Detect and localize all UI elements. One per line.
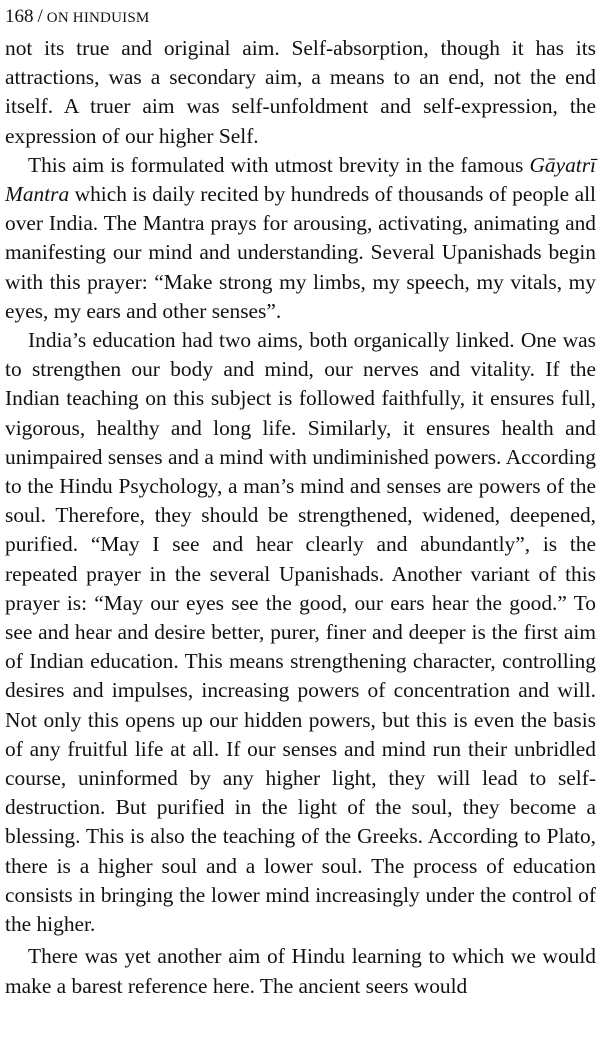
body-text (5, 34, 596, 1001)
paragraph-continuation: not its true and original aim. Self-absorption, though it has its attractions, was a secondary aim, a means to an end, not the end itself. A truer aim was self-unfoldment and self-expression, the expression of our higher Self. (5, 36, 596, 148)
book-title: ON HINDUISM (46, 10, 150, 26)
header-separator: / (37, 6, 43, 27)
paragraph-another-aim: There was yet another aim of Hindu learning to which we would make a barest reference here. The ancient seers would (5, 944, 596, 998)
running-head (5, 4, 596, 34)
paragraph-text: which is daily recited by hundreds of thousands of people all over India. The Mantra prays for arousing, activating, animating and manifesting our mind and understanding. Several Upanishads begin with this prayer: “Make strong my limbs, my speech, my vitals, my eyes, my ears and other senses”. (5, 182, 596, 323)
paragraph-text: This aim is formulated with utmost brevity in the famous (28, 152, 530, 177)
page-number: 168 (5, 6, 34, 27)
mantra-name: Gāyatrī Mantra (5, 152, 596, 207)
paragraph-education-aims: India’s education had two aims, both organically linked. One was to strengthen our body and mind, our nerves and vitality. If the Indian teaching on this subject is followed faithfully, it ensures full, vigorous, healthy and long life. Similarly, it ensures health and unimpaired senses and a mind with undiminished powers. According to the Hindu Psychology, a man’s mind and senses are powers of the soul. Therefore, they should be strengthened, widened, deepened, purified. “May I see and hear clearly and abundantly”, is the repeated prayer in the several Upanishads. Another variant of this prayer is: “May our eyes see the good, our ears hear the good.” To see and hear and desire better, purer, finer and deeper is the first aim of Indian education. This means strengthening character, controlling desires and impulses, increasing powers of concentration and will. Not only this opens up our hidden powers, but this is even the basis of any fruitful life at all. If our senses and mind run their unbridled course, uninformed by any higher light, they will lead to self-destruction. But purified in the light of the soul, they become a blessing. This is also the teaching of the Greeks. According to Plato, there is a higher soul and a lower soul. The process of education consists in bringing the lower mind increasingly under the control of the higher. (5, 328, 596, 937)
paragraph-gayatri (5, 151, 596, 326)
